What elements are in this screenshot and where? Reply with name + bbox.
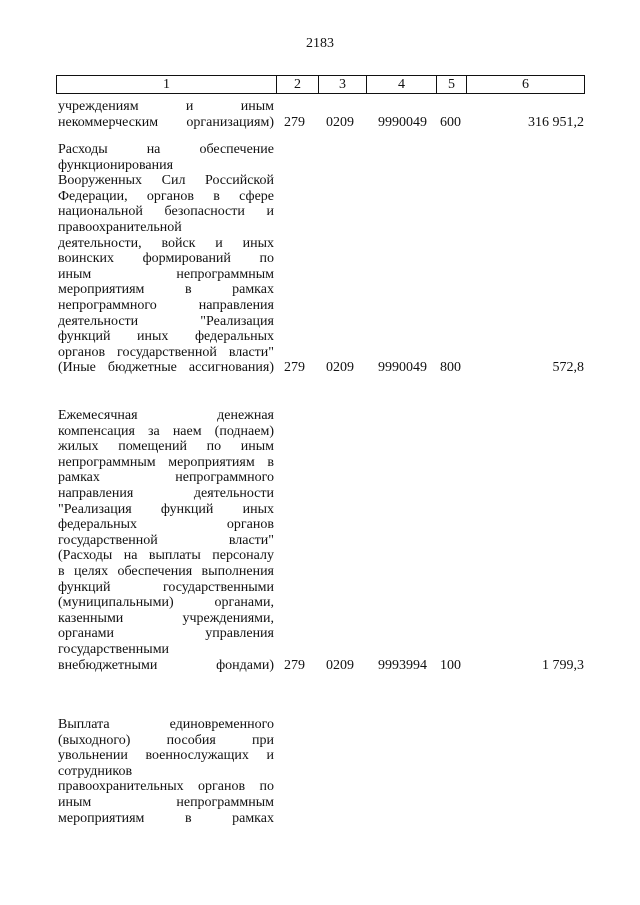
cell-amount: 572,8: [552, 360, 584, 376]
description-line: рамках непрограммного: [58, 470, 274, 486]
description-line: казенными учреждениями,: [58, 610, 274, 626]
cell-rz: 0209: [326, 360, 354, 376]
description-line: (Расходы на выплаты персоналу: [58, 548, 274, 564]
description-line: функций государственными: [58, 579, 274, 595]
description-line: функционирования: [58, 157, 174, 173]
cell-gr: 279: [284, 360, 305, 376]
description-line: увольнении военнослужащих и: [58, 748, 274, 764]
cell-vr: 600: [440, 114, 461, 130]
row-description: [58, 717, 274, 826]
description-line: иным непрограммным: [58, 794, 274, 810]
header-col-5: 5: [437, 76, 467, 94]
cell-vr: 800: [440, 360, 461, 376]
header-col-3: 3: [319, 76, 367, 94]
description-line: органов государственной власти": [58, 344, 274, 360]
cell-gr: 279: [284, 114, 305, 130]
description-line: правоохранительных органов по: [58, 779, 274, 795]
description-line: (выходного) пособия при: [58, 732, 274, 748]
table-header: [56, 75, 585, 94]
description-line: учреждениям и иным: [58, 99, 274, 114]
cell-amount: 316 951,2: [528, 114, 584, 130]
description-line: Расходы на обеспечение: [58, 142, 274, 157]
description-line: мероприятиям в рамках: [58, 810, 274, 826]
cell-rz: 0209: [326, 657, 354, 673]
row-description: [58, 99, 274, 130]
description-line: органами управления: [58, 626, 274, 642]
description-line: внебюджетными фондами): [58, 657, 274, 673]
description-line: государственной власти": [58, 532, 274, 548]
description-line: "Реализация функций иных: [58, 501, 274, 517]
description-line: национальной безопасности и: [58, 204, 274, 220]
description-line: жилых помещений по иным: [58, 439, 274, 455]
description-line: направления деятельности: [58, 485, 274, 501]
cell-gr: 279: [284, 657, 305, 673]
description-line: некоммерческим организациям): [58, 114, 274, 130]
page-number: 2183: [306, 36, 334, 51]
description-line: сотрудников: [58, 763, 133, 779]
description-line: федеральных органов: [58, 517, 274, 533]
description-line: (муниципальными) органами,: [58, 595, 274, 611]
cell-amount: 1 799,3: [542, 657, 584, 673]
description-line: деятельности "Реализация: [58, 313, 274, 329]
cell-csr: 9993994: [378, 657, 427, 673]
header-col-1: 1: [57, 76, 277, 94]
description-line: воинских формирований по: [58, 251, 274, 267]
header-col-2: 2: [277, 76, 319, 94]
description-line: Федерации, органов в сфере: [58, 188, 274, 204]
cell-vr: 100: [440, 657, 461, 673]
cell-csr: 9990049: [378, 114, 427, 130]
description-line: иным непрограммным: [58, 266, 274, 282]
description-line: государственными: [58, 641, 170, 657]
description-line: непрограммным мероприятиям в: [58, 454, 274, 470]
description-line: Вооруженных Сил Российской: [58, 173, 274, 189]
header-col-6: 6: [467, 76, 585, 94]
description-line: правоохранительной: [58, 219, 182, 235]
description-line: (Иные бюджетные ассигнования): [58, 360, 274, 376]
row-description: [58, 408, 274, 673]
description-line: функций иных федеральных: [58, 329, 274, 345]
header-col-4: 4: [367, 76, 437, 94]
description-line: мероприятиям в рамках: [58, 282, 274, 298]
description-line: в целях обеспечения выполнения: [58, 563, 274, 579]
description-line: деятельности, войск и иных: [58, 235, 274, 251]
cell-csr: 9990049: [378, 360, 427, 376]
cell-rz: 0209: [326, 114, 354, 130]
description-line: Выплата единовременного: [58, 717, 274, 732]
description-line: Ежемесячная денежная: [58, 408, 274, 423]
description-line: непрограммного направления: [58, 297, 274, 313]
description-line: компенсация за наем (поднаем): [58, 423, 274, 439]
row-description: [58, 142, 274, 376]
